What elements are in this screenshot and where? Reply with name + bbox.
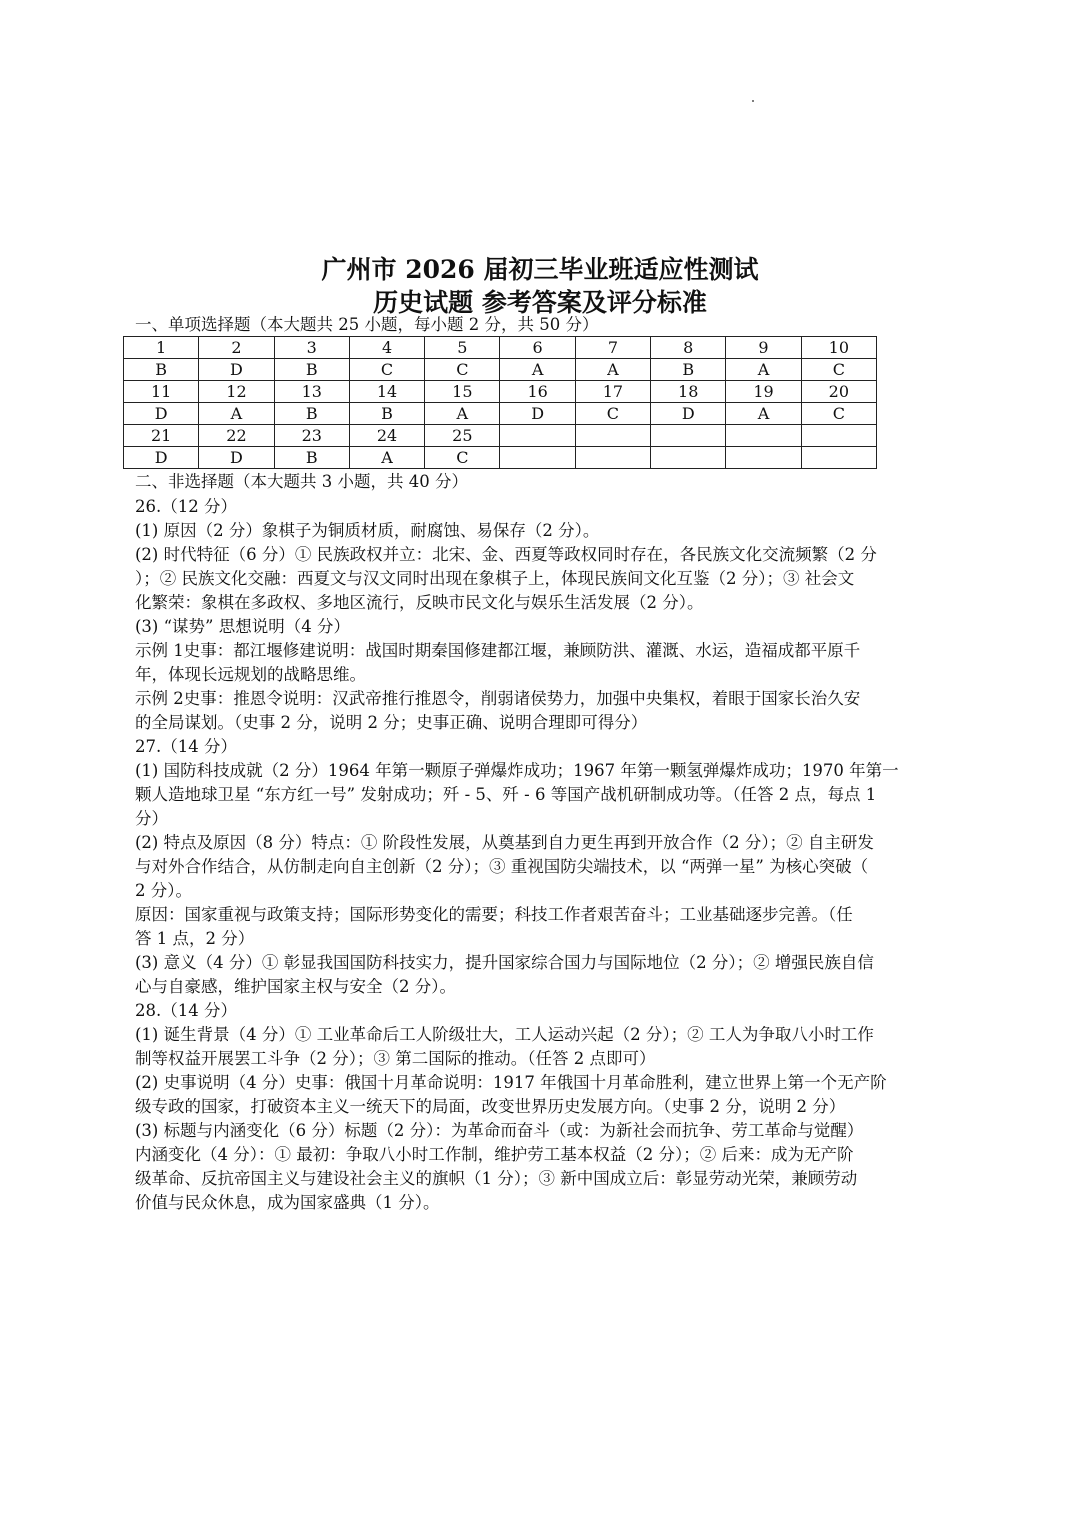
- body-line: (3) 意义（4 分）① 彰显我国国防科技实力，提升国家综合国力与国际地位（2 分）；② 增强民族自信: [135, 953, 874, 972]
- document-subtitle: 历史试题 参考答案及评分标准: [373, 288, 707, 317]
- table-cell: 20: [801, 381, 876, 403]
- table-cell: [651, 447, 726, 469]
- table-cell: 4: [349, 337, 424, 359]
- table-cell: 25: [425, 425, 500, 447]
- body-line: 原因：国家重视与政策支持；国际形势变化的需要；科技工作者艰苦奋斗；工业基础逐步完善。（任: [135, 905, 853, 924]
- body-line: (1) 国防科技成就（2 分）1964 年第一颗原子弹爆炸成功；1967 年第一颗氢弹爆炸成功；1970 年第一: [135, 761, 899, 780]
- table-cell: C: [801, 403, 876, 425]
- table-cell: [500, 425, 575, 447]
- table-cell: D: [651, 403, 726, 425]
- table-cell: 5: [425, 337, 500, 359]
- table-row: [124, 403, 877, 425]
- body-line: (2) 特点及原因（8 分）特点：① 阶段性发展，从奠基到自力更生再到开放合作（2 分）；② 自主研发: [135, 833, 874, 852]
- table-cell: 11: [124, 381, 199, 403]
- table-cell: [801, 425, 876, 447]
- table-cell: 3: [274, 337, 349, 359]
- body-line: (2) 史事说明（4 分）史事：俄国十月革命说明：1917 年俄国十月革命胜利，建立世界上第一个无产阶: [135, 1073, 887, 1092]
- table-cell: 24: [349, 425, 424, 447]
- table-cell: 19: [726, 381, 801, 403]
- section1-heading: 一、单项选择题（本大题共 25 小题，每小题 2 分，共 50 分）: [135, 315, 599, 334]
- table-cell: 18: [651, 381, 726, 403]
- table-cell: B: [274, 447, 349, 469]
- table-cell: [500, 447, 575, 469]
- body-line: 化繁荣：象棋在多政权、多地区流行，反映市民文化与娱乐生活发展（2 分）。: [135, 593, 704, 612]
- table-cell: 2: [199, 337, 274, 359]
- body-line: 颗人造地球卫星 “东方红一号” 发射成功；歼 - 5、歼 - 6 等国产战机研制成功等。（任答 2 点，每点 1: [135, 785, 877, 804]
- body-line: (3) “谋势” 思想说明（4 分）: [135, 617, 350, 636]
- table-cell: A: [726, 359, 801, 381]
- table-cell: D: [124, 447, 199, 469]
- table-cell: 17: [575, 381, 650, 403]
- table-cell: C: [425, 359, 500, 381]
- table-cell: 21: [124, 425, 199, 447]
- table-cell: 14: [349, 381, 424, 403]
- body-line: 分）: [135, 809, 168, 828]
- table-row: [124, 447, 877, 469]
- table-cell: [801, 447, 876, 469]
- body-line: 示例 2史事：推恩令说明：汉武帝推行推恩令，削弱诸侯势力，加强中央集权，着眼于国家长治久安: [135, 689, 861, 708]
- table-cell: D: [124, 403, 199, 425]
- body-line: 28.（14 分）: [135, 1001, 237, 1020]
- table-cell: B: [274, 359, 349, 381]
- table-cell: 12: [199, 381, 274, 403]
- table-row: [124, 359, 877, 381]
- table-cell: D: [199, 447, 274, 469]
- body-line: (3) 标题与内涵变化（6 分）标题（2 分）：为革命而奋斗（或：为新社会而抗争、劳工革命与觉醒）: [135, 1121, 864, 1140]
- body-line: 27.（14 分）: [135, 737, 237, 756]
- table-cell: B: [349, 403, 424, 425]
- table-cell: C: [575, 403, 650, 425]
- table-cell: 10: [801, 337, 876, 359]
- body-line: 内涵变化（4 分）：① 最初：争取八小时工作制，维护劳工基本权益（2 分）；② 后来：成为无产阶: [135, 1145, 854, 1164]
- document-title: 广州市 2026 届初三毕业班适应性测试: [321, 255, 759, 284]
- body-line: 年，体现长远规划的战略思维。: [135, 665, 366, 684]
- table-cell: 6: [500, 337, 575, 359]
- table-cell: A: [199, 403, 274, 425]
- table-cell: B: [274, 403, 349, 425]
- body-line: (2) 时代特征（6 分）① 民族政权并立：北宋、金、西夏等政权同时存在，各民族文化交流频繁（2 分: [135, 545, 877, 564]
- body-line: 心与自豪感，维护国家主权与安全（2 分）。: [135, 977, 456, 996]
- table-cell: 22: [199, 425, 274, 447]
- table-cell: 7: [575, 337, 650, 359]
- table-cell: A: [726, 403, 801, 425]
- table-cell: B: [124, 359, 199, 381]
- table-cell: [575, 447, 650, 469]
- body-line: (1) 诞生背景（4 分）① 工业革命后工人阶级壮大，工人运动兴起（2 分）；② 工人为争取八小时工作: [135, 1025, 874, 1044]
- answer-table: [123, 336, 877, 469]
- table-cell: D: [199, 359, 274, 381]
- body-line: ）；② 民族文化交融：西夏文与汉文同时出现在象棋子上，体现民族间文化互鉴（2 分）；③ 社会文: [135, 569, 855, 588]
- table-cell: 23: [274, 425, 349, 447]
- body-line: 2 分）。: [135, 881, 192, 900]
- body-line: 示例 1史事：都江堰修建说明：战国时期秦国修建都江堰，兼顾防洪、灌溉、水运，造福成都平原千: [135, 641, 861, 660]
- table-cell: [575, 425, 650, 447]
- table-cell: A: [349, 447, 424, 469]
- table-cell: 9: [726, 337, 801, 359]
- table-cell: A: [425, 403, 500, 425]
- table-cell: 13: [274, 381, 349, 403]
- table-cell: B: [651, 359, 726, 381]
- section2-heading: 二、非选择题（本大题共 3 小题，共 40 分）: [135, 472, 468, 491]
- body-line: 答 1 点，2 分）: [135, 929, 255, 948]
- stray-dot-mark: [752, 100, 754, 102]
- table-cell: 1: [124, 337, 199, 359]
- table-cell: A: [500, 359, 575, 381]
- body-line: 级专政的国家，打破资本主义一统天下的局面，改变世界历史发展方向。（史事 2 分，说明 2 分）: [135, 1097, 846, 1116]
- body-line: 制等权益开展罢工斗争（2 分）；③ 第二国际的推动。（任答 2 点即可）: [135, 1049, 656, 1068]
- body-line: 的全局谋划。（史事 2 分，说明 2 分；史事正确、说明合理即可得分）: [135, 713, 648, 732]
- table-cell: [651, 425, 726, 447]
- table-cell: 8: [651, 337, 726, 359]
- body-line: 级革命、反抗帝国主义与建设社会主义的旗帜（1 分）；③ 新中国成立后：彰显劳动光荣，兼顾劳动: [135, 1169, 858, 1188]
- table-cell: [726, 425, 801, 447]
- table-row: [124, 381, 877, 403]
- table-row: [124, 337, 877, 359]
- table-cell: C: [801, 359, 876, 381]
- body-line: 26.（12 分）: [135, 497, 237, 516]
- table-cell: 16: [500, 381, 575, 403]
- table-cell: A: [575, 359, 650, 381]
- table-row: [124, 425, 877, 447]
- table-cell: C: [425, 447, 500, 469]
- table-cell: C: [349, 359, 424, 381]
- table-cell: [726, 447, 801, 469]
- body-line: (1) 原因（2 分）象棋子为铜质材质，耐腐蚀、易保存（2 分）。: [135, 521, 600, 540]
- body-line: 与对外合作结合，从仿制走向自主创新（2 分）；③ 重视国防尖端技术，以 “两弹一星” 为核心突破（: [135, 857, 869, 876]
- table-cell: 15: [425, 381, 500, 403]
- table-cell: D: [500, 403, 575, 425]
- body-line: 价值与民众休息，成为国家盛典（1 分）。: [135, 1193, 440, 1212]
